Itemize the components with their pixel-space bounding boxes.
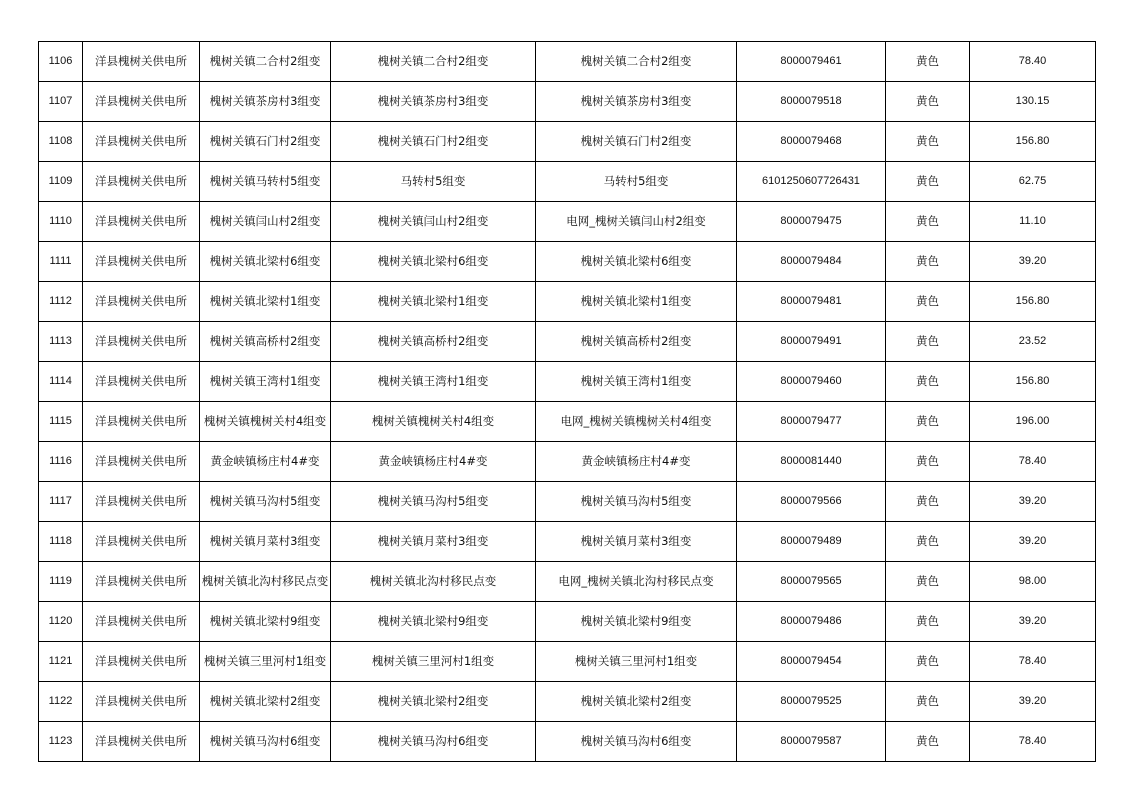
line-name-cell: 槐树关镇石门村2组变 — [331, 122, 536, 162]
value-cell: 156.80 — [970, 362, 1096, 402]
table-row — [39, 82, 1096, 122]
table-row — [39, 162, 1096, 202]
transformer-name-cell: 槐树关镇三里河村1组变 — [200, 642, 331, 682]
level-cell: 黄色 — [886, 202, 970, 242]
table-row — [39, 442, 1096, 482]
row-number-cell: 1112 — [39, 282, 83, 322]
table-row — [39, 282, 1096, 322]
table-row — [39, 682, 1096, 722]
level-cell: 黄色 — [886, 602, 970, 642]
transformer-name-cell: 槐树关镇槐树关村4组变 — [200, 402, 331, 442]
row-number-cell: 1109 — [39, 162, 83, 202]
level-cell: 黄色 — [886, 282, 970, 322]
table-row — [39, 562, 1096, 602]
level-cell: 黄色 — [886, 642, 970, 682]
row-number-cell: 1111 — [39, 242, 83, 282]
row-number-cell: 1114 — [39, 362, 83, 402]
station-name-cell: 槐树关镇石门村2组变 — [536, 122, 737, 162]
line-name-cell: 槐树关镇马沟村6组变 — [331, 722, 536, 762]
unit-cell: 洋县槐树关供电所 — [83, 122, 200, 162]
line-name-cell: 槐树关镇二合村2组变 — [331, 42, 536, 82]
transformer-name-cell: 槐树关镇马沟村5组变 — [200, 482, 331, 522]
unit-cell: 洋县槐树关供电所 — [83, 722, 200, 762]
code-cell: 8000079454 — [737, 642, 886, 682]
value-cell: 156.80 — [970, 122, 1096, 162]
value-cell: 39.20 — [970, 682, 1096, 722]
unit-cell: 洋县槐树关供电所 — [83, 562, 200, 602]
row-number-cell: 1113 — [39, 322, 83, 362]
unit-cell: 洋县槐树关供电所 — [83, 522, 200, 562]
unit-cell: 洋县槐树关供电所 — [83, 442, 200, 482]
row-number-cell: 1117 — [39, 482, 83, 522]
line-name-cell: 槐树关镇槐树关村4组变 — [331, 402, 536, 442]
code-cell: 8000079518 — [737, 82, 886, 122]
value-cell: 196.00 — [970, 402, 1096, 442]
transformer-name-cell: 槐树关镇二合村2组变 — [200, 42, 331, 82]
row-number-cell: 1115 — [39, 402, 83, 442]
code-cell: 8000079468 — [737, 122, 886, 162]
row-number-cell: 1122 — [39, 682, 83, 722]
station-name-cell: 槐树关镇高桥村2组变 — [536, 322, 737, 362]
table-row — [39, 362, 1096, 402]
line-name-cell: 槐树关镇月菜村3组变 — [331, 522, 536, 562]
line-name-cell: 槐树关镇高桥村2组变 — [331, 322, 536, 362]
station-name-cell: 槐树关镇北梁村6组变 — [536, 242, 737, 282]
level-cell: 黄色 — [886, 482, 970, 522]
unit-cell: 洋县槐树关供电所 — [83, 202, 200, 242]
unit-cell: 洋县槐树关供电所 — [83, 362, 200, 402]
row-number-cell: 1116 — [39, 442, 83, 482]
value-cell: 39.20 — [970, 482, 1096, 522]
station-name-cell: 黄金峡镇杨庄村4#变 — [536, 442, 737, 482]
value-cell: 98.00 — [970, 562, 1096, 602]
transformer-name-cell: 槐树关镇北梁村1组变 — [200, 282, 331, 322]
level-cell: 黄色 — [886, 122, 970, 162]
code-cell: 8000081440 — [737, 442, 886, 482]
value-cell: 78.40 — [970, 722, 1096, 762]
unit-cell: 洋县槐树关供电所 — [83, 242, 200, 282]
code-cell: 8000079481 — [737, 282, 886, 322]
station-name-cell: 马转村5组变 — [536, 162, 737, 202]
value-cell: 23.52 — [970, 322, 1096, 362]
value-cell: 39.20 — [970, 242, 1096, 282]
unit-cell: 洋县槐树关供电所 — [83, 682, 200, 722]
level-cell: 黄色 — [886, 562, 970, 602]
table-body — [39, 42, 1096, 762]
table-row — [39, 642, 1096, 682]
table-row — [39, 42, 1096, 82]
transformer-name-cell: 槐树关镇北沟村移民点变 — [200, 562, 331, 602]
line-name-cell: 槐树关镇北梁村1组变 — [331, 282, 536, 322]
table-row — [39, 402, 1096, 442]
table-row — [39, 482, 1096, 522]
data-table — [38, 41, 1096, 762]
unit-cell: 洋县槐树关供电所 — [83, 42, 200, 82]
code-cell: 8000079565 — [737, 562, 886, 602]
line-name-cell: 槐树关镇北梁村6组变 — [331, 242, 536, 282]
line-name-cell: 槐树关镇王湾村1组变 — [331, 362, 536, 402]
table-row — [39, 122, 1096, 162]
transformer-name-cell: 槐树关镇马沟村6组变 — [200, 722, 331, 762]
station-name-cell: 槐树关镇三里河村1组变 — [536, 642, 737, 682]
level-cell: 黄色 — [886, 442, 970, 482]
level-cell: 黄色 — [886, 722, 970, 762]
value-cell: 78.40 — [970, 442, 1096, 482]
transformer-name-cell: 槐树关镇高桥村2组变 — [200, 322, 331, 362]
value-cell: 130.15 — [970, 82, 1096, 122]
unit-cell: 洋县槐树关供电所 — [83, 482, 200, 522]
code-cell: 8000079475 — [737, 202, 886, 242]
line-name-cell: 槐树关镇闫山村2组变 — [331, 202, 536, 242]
station-name-cell: 槐树关镇茶房村3组变 — [536, 82, 737, 122]
transformer-name-cell: 槐树关镇北梁村9组变 — [200, 602, 331, 642]
unit-cell: 洋县槐树关供电所 — [83, 82, 200, 122]
code-cell: 8000079566 — [737, 482, 886, 522]
line-name-cell: 槐树关镇马沟村5组变 — [331, 482, 536, 522]
value-cell: 11.10 — [970, 202, 1096, 242]
line-name-cell: 马转村5组变 — [331, 162, 536, 202]
table-row — [39, 602, 1096, 642]
line-name-cell: 槐树关镇茶房村3组变 — [331, 82, 536, 122]
unit-cell: 洋县槐树关供电所 — [83, 162, 200, 202]
line-name-cell: 槐树关镇北沟村移民点变 — [331, 562, 536, 602]
row-number-cell: 1118 — [39, 522, 83, 562]
station-name-cell: 电网_槐树关镇北沟村移民点变 — [536, 562, 737, 602]
row-number-cell: 1120 — [39, 602, 83, 642]
line-name-cell: 槐树关镇北梁村2组变 — [331, 682, 536, 722]
row-number-cell: 1106 — [39, 42, 83, 82]
unit-cell: 洋县槐树关供电所 — [83, 282, 200, 322]
code-cell: 8000079491 — [737, 322, 886, 362]
value-cell: 78.40 — [970, 642, 1096, 682]
unit-cell: 洋县槐树关供电所 — [83, 322, 200, 362]
row-number-cell: 1110 — [39, 202, 83, 242]
transformer-name-cell: 槐树关镇石门村2组变 — [200, 122, 331, 162]
transformer-name-cell: 槐树关镇马转村5组变 — [200, 162, 331, 202]
code-cell: 8000079486 — [737, 602, 886, 642]
code-cell: 8000079461 — [737, 42, 886, 82]
table-row — [39, 202, 1096, 242]
transformer-name-cell: 槐树关镇闫山村2组变 — [200, 202, 331, 242]
line-name-cell: 槐树关镇北梁村9组变 — [331, 602, 536, 642]
code-cell: 8000079587 — [737, 722, 886, 762]
station-name-cell: 电网_槐树关镇闫山村2组变 — [536, 202, 737, 242]
station-name-cell: 槐树关镇王湾村1组变 — [536, 362, 737, 402]
code-cell: 8000079484 — [737, 242, 886, 282]
station-name-cell: 槐树关镇北梁村2组变 — [536, 682, 737, 722]
level-cell: 黄色 — [886, 42, 970, 82]
row-number-cell: 1123 — [39, 722, 83, 762]
line-name-cell: 槐树关镇三里河村1组变 — [331, 642, 536, 682]
table-row — [39, 522, 1096, 562]
level-cell: 黄色 — [886, 362, 970, 402]
code-cell: 8000079489 — [737, 522, 886, 562]
value-cell: 39.20 — [970, 522, 1096, 562]
station-name-cell: 电网_槐树关镇槐树关村4组变 — [536, 402, 737, 442]
value-cell: 156.80 — [970, 282, 1096, 322]
station-name-cell: 槐树关镇北梁村1组变 — [536, 282, 737, 322]
table-row — [39, 322, 1096, 362]
value-cell: 62.75 — [970, 162, 1096, 202]
level-cell: 黄色 — [886, 82, 970, 122]
station-name-cell: 槐树关镇马沟村6组变 — [536, 722, 737, 762]
level-cell: 黄色 — [886, 242, 970, 282]
table-row — [39, 242, 1096, 282]
level-cell: 黄色 — [886, 322, 970, 362]
transformer-name-cell: 黄金峡镇杨庄村4#变 — [200, 442, 331, 482]
value-cell: 39.20 — [970, 602, 1096, 642]
line-name-cell: 黄金峡镇杨庄村4#变 — [331, 442, 536, 482]
row-number-cell: 1121 — [39, 642, 83, 682]
code-cell: 6101250607726431 — [737, 162, 886, 202]
row-number-cell: 1107 — [39, 82, 83, 122]
code-cell: 8000079477 — [737, 402, 886, 442]
code-cell: 8000079460 — [737, 362, 886, 402]
row-number-cell: 1119 — [39, 562, 83, 602]
unit-cell: 洋县槐树关供电所 — [83, 402, 200, 442]
unit-cell: 洋县槐树关供电所 — [83, 602, 200, 642]
station-name-cell: 槐树关镇马沟村5组变 — [536, 482, 737, 522]
level-cell: 黄色 — [886, 522, 970, 562]
transformer-name-cell: 槐树关镇王湾村1组变 — [200, 362, 331, 402]
row-number-cell: 1108 — [39, 122, 83, 162]
transformer-name-cell: 槐树关镇月菜村3组变 — [200, 522, 331, 562]
level-cell: 黄色 — [886, 162, 970, 202]
level-cell: 黄色 — [886, 682, 970, 722]
code-cell: 8000079525 — [737, 682, 886, 722]
station-name-cell: 槐树关镇北梁村9组变 — [536, 602, 737, 642]
transformer-name-cell: 槐树关镇北梁村2组变 — [200, 682, 331, 722]
value-cell: 78.40 — [970, 42, 1096, 82]
table-row — [39, 722, 1096, 762]
station-name-cell: 槐树关镇月菜村3组变 — [536, 522, 737, 562]
station-name-cell: 槐树关镇二合村2组变 — [536, 42, 737, 82]
unit-cell: 洋县槐树关供电所 — [83, 642, 200, 682]
level-cell: 黄色 — [886, 402, 970, 442]
transformer-name-cell: 槐树关镇茶房村3组变 — [200, 82, 331, 122]
transformer-name-cell: 槐树关镇北梁村6组变 — [200, 242, 331, 282]
